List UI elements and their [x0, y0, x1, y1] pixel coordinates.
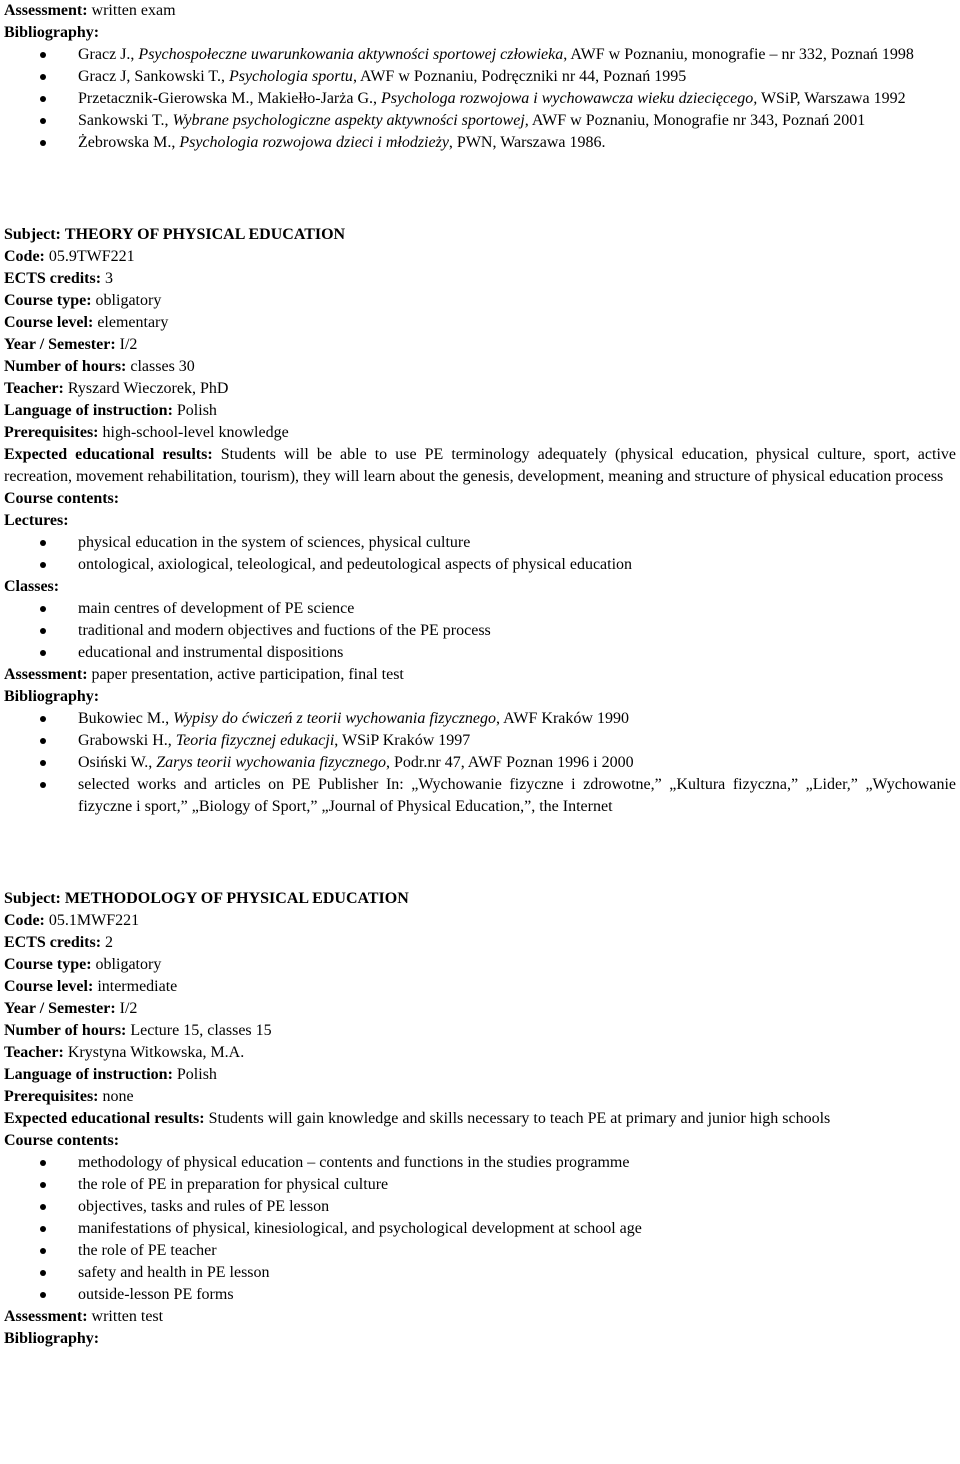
course-field: Code: 05.9TWF221: [4, 248, 135, 265]
bullet-icon: [40, 1226, 46, 1232]
course-contents-heading: Course contents:: [4, 490, 120, 507]
list-item: Grabowski H., Teoria fizycznej edukacji, WSiP Kraków 1997: [4, 730, 956, 752]
assessment-line: Assessment: paper presentation, active participation, final test: [4, 666, 404, 683]
course-field: Prerequisites: none: [4, 1088, 134, 1105]
list-item: Sankowski T., Wybrane psychologiczne aspekty aktywności sportowej, AWF w Poznaniu, Monografie nr 343, Poznań 2001: [4, 110, 956, 132]
list-item: the role of PE in preparation for physical culture: [4, 1174, 956, 1196]
list-item: objectives, tasks and rules of PE lesson: [4, 1196, 956, 1218]
list-item: outside-lesson PE forms: [4, 1284, 956, 1306]
subject-title: Subject: THEORY OF PHYSICAL EDUCATION: [4, 226, 346, 243]
bullet-icon: [40, 1182, 46, 1188]
course-field: Number of hours: classes 30: [4, 358, 195, 375]
list-item: main centres of development of PE science: [4, 598, 956, 620]
assessment-line: Assessment: written exam: [4, 2, 176, 19]
course-field: Prerequisites: high-school-level knowledge: [4, 424, 289, 441]
bullet-icon: [40, 1204, 46, 1210]
course-field: Course level: elementary: [4, 314, 169, 331]
list-item: Gracz J., Psychospołeczne uwarunkowania aktywności sportowej człowieka, AWF w Poznaniu, monografie – nr 332, Poznań 1998: [4, 44, 956, 66]
course-fields: [4, 910, 956, 1108]
bullet-icon: [40, 760, 46, 766]
bullet-icon: [40, 540, 46, 546]
bullet-icon: [40, 716, 46, 722]
course-field: ECTS credits: 3: [4, 270, 114, 287]
course-fields: [4, 246, 956, 444]
bullet-icon: [40, 52, 46, 58]
expected-results: Expected educational results: Students will gain knowledge and skills necessary to teach PE at primary and junior high schools: [4, 1110, 831, 1127]
list-item: Bukowiec M., Wypisy do ćwiczeń z teorii wychowania fizycznego, AWF Kraków 1990: [4, 708, 956, 730]
list-item: Gracz J, Sankowski T., Psychologia sportu, AWF w Poznaniu, Podręczniki nr 44, Poznań 1995: [4, 66, 956, 88]
course-field: Course type: obligatory: [4, 292, 162, 309]
course-field: Course type: obligatory: [4, 956, 162, 973]
bullet-icon: [40, 606, 46, 612]
list-item: selected works and articles on PE Publisher In: „Wychowanie fizyczne i zdrowotne,” „Kultura fizyczna,” „Lider,” „Wychowanie fizyczne i sport,” „Biology of Sport,” „Journal of Physical Education,”, the Internet: [4, 774, 956, 818]
bullet-icon: [40, 96, 46, 102]
course-field: Course level: intermediate: [4, 978, 178, 995]
classes-heading: Classes:: [4, 578, 60, 595]
lectures-heading: Lectures:: [4, 512, 69, 529]
list-item: ontological, axiological, teleological, and pedeutological aspects of physical education: [4, 554, 956, 576]
bibliography-heading: Bibliography:: [4, 688, 100, 705]
bullet-icon: [40, 738, 46, 744]
contents-list: [4, 1152, 956, 1306]
list-item: Osiński W., Zarys teorii wychowania fizycznego, Podr.nr 47, AWF Poznan 1996 i 2000: [4, 752, 956, 774]
bullet-icon: [40, 1270, 46, 1276]
lectures-list: [4, 532, 956, 576]
list-item: the role of PE teacher: [4, 1240, 956, 1262]
bibliography-list: [4, 44, 956, 154]
classes-list: [4, 598, 956, 664]
course-field: Number of hours: Lecture 15, classes 15: [4, 1022, 272, 1039]
bibliography-list: [4, 708, 956, 818]
course-field: Year / Semester: I/2: [4, 336, 138, 353]
bibliography-heading: Bibliography:: [4, 1330, 100, 1347]
bullet-icon: [40, 562, 46, 568]
bullet-icon: [40, 1248, 46, 1254]
list-item: safety and health in PE lesson: [4, 1262, 956, 1284]
list-item: traditional and modern objectives and fuctions of the PE process: [4, 620, 956, 642]
subject-title: Subject: METHODOLOGY OF PHYSICAL EDUCATION: [4, 890, 409, 907]
course-field: Language of instruction: Polish: [4, 1066, 217, 1083]
bullet-icon: [40, 628, 46, 634]
list-item: physical education in the system of sciences, physical culture: [4, 532, 956, 554]
bullet-icon: [40, 74, 46, 80]
assessment-line: Assessment: written test: [4, 1308, 164, 1325]
course-field: Teacher: Krystyna Witkowska, M.A.: [4, 1044, 245, 1061]
course-field: Code: 05.1MWF221: [4, 912, 140, 929]
list-item: Żebrowska M., Psychologia rozwojowa dzieci i młodzieży, PWN, Warszawa 1986.: [4, 132, 956, 154]
course-field: ECTS credits: 2: [4, 934, 114, 951]
list-item: educational and instrumental dispositions: [4, 642, 956, 664]
bullet-icon: [40, 118, 46, 124]
course-field: Year / Semester: I/2: [4, 1000, 138, 1017]
bullet-icon: [40, 1160, 46, 1166]
list-item: Przetacznik-Gierowska M., Makiełło-Jarża G., Psychologa rozwojowa i wychowawcza wieku dziecięcego, WSiP, Warszawa 1992: [4, 88, 956, 110]
bullet-icon: [40, 140, 46, 146]
list-item: manifestations of physical, kinesiological, and psychological development at school age: [4, 1218, 956, 1240]
bibliography-heading: Bibliography:: [4, 24, 100, 41]
course-contents-heading: Course contents:: [4, 1132, 120, 1149]
bullet-icon: [40, 1292, 46, 1298]
list-item: methodology of physical education – contents and functions in the studies programme: [4, 1152, 956, 1174]
bullet-icon: [40, 782, 46, 788]
course-field: Language of instruction: Polish: [4, 402, 217, 419]
expected-results: Expected educational results: Students will be able to use PE terminology adequately (physical education, physical culture, sport, active recreation, movement rehabilitation, tourism), they will learn about the genesis, development, meaning and structure of physical education process: [4, 446, 957, 485]
bullet-icon: [40, 650, 46, 656]
course-field: Teacher: Ryszard Wieczorek, PhD: [4, 380, 229, 397]
